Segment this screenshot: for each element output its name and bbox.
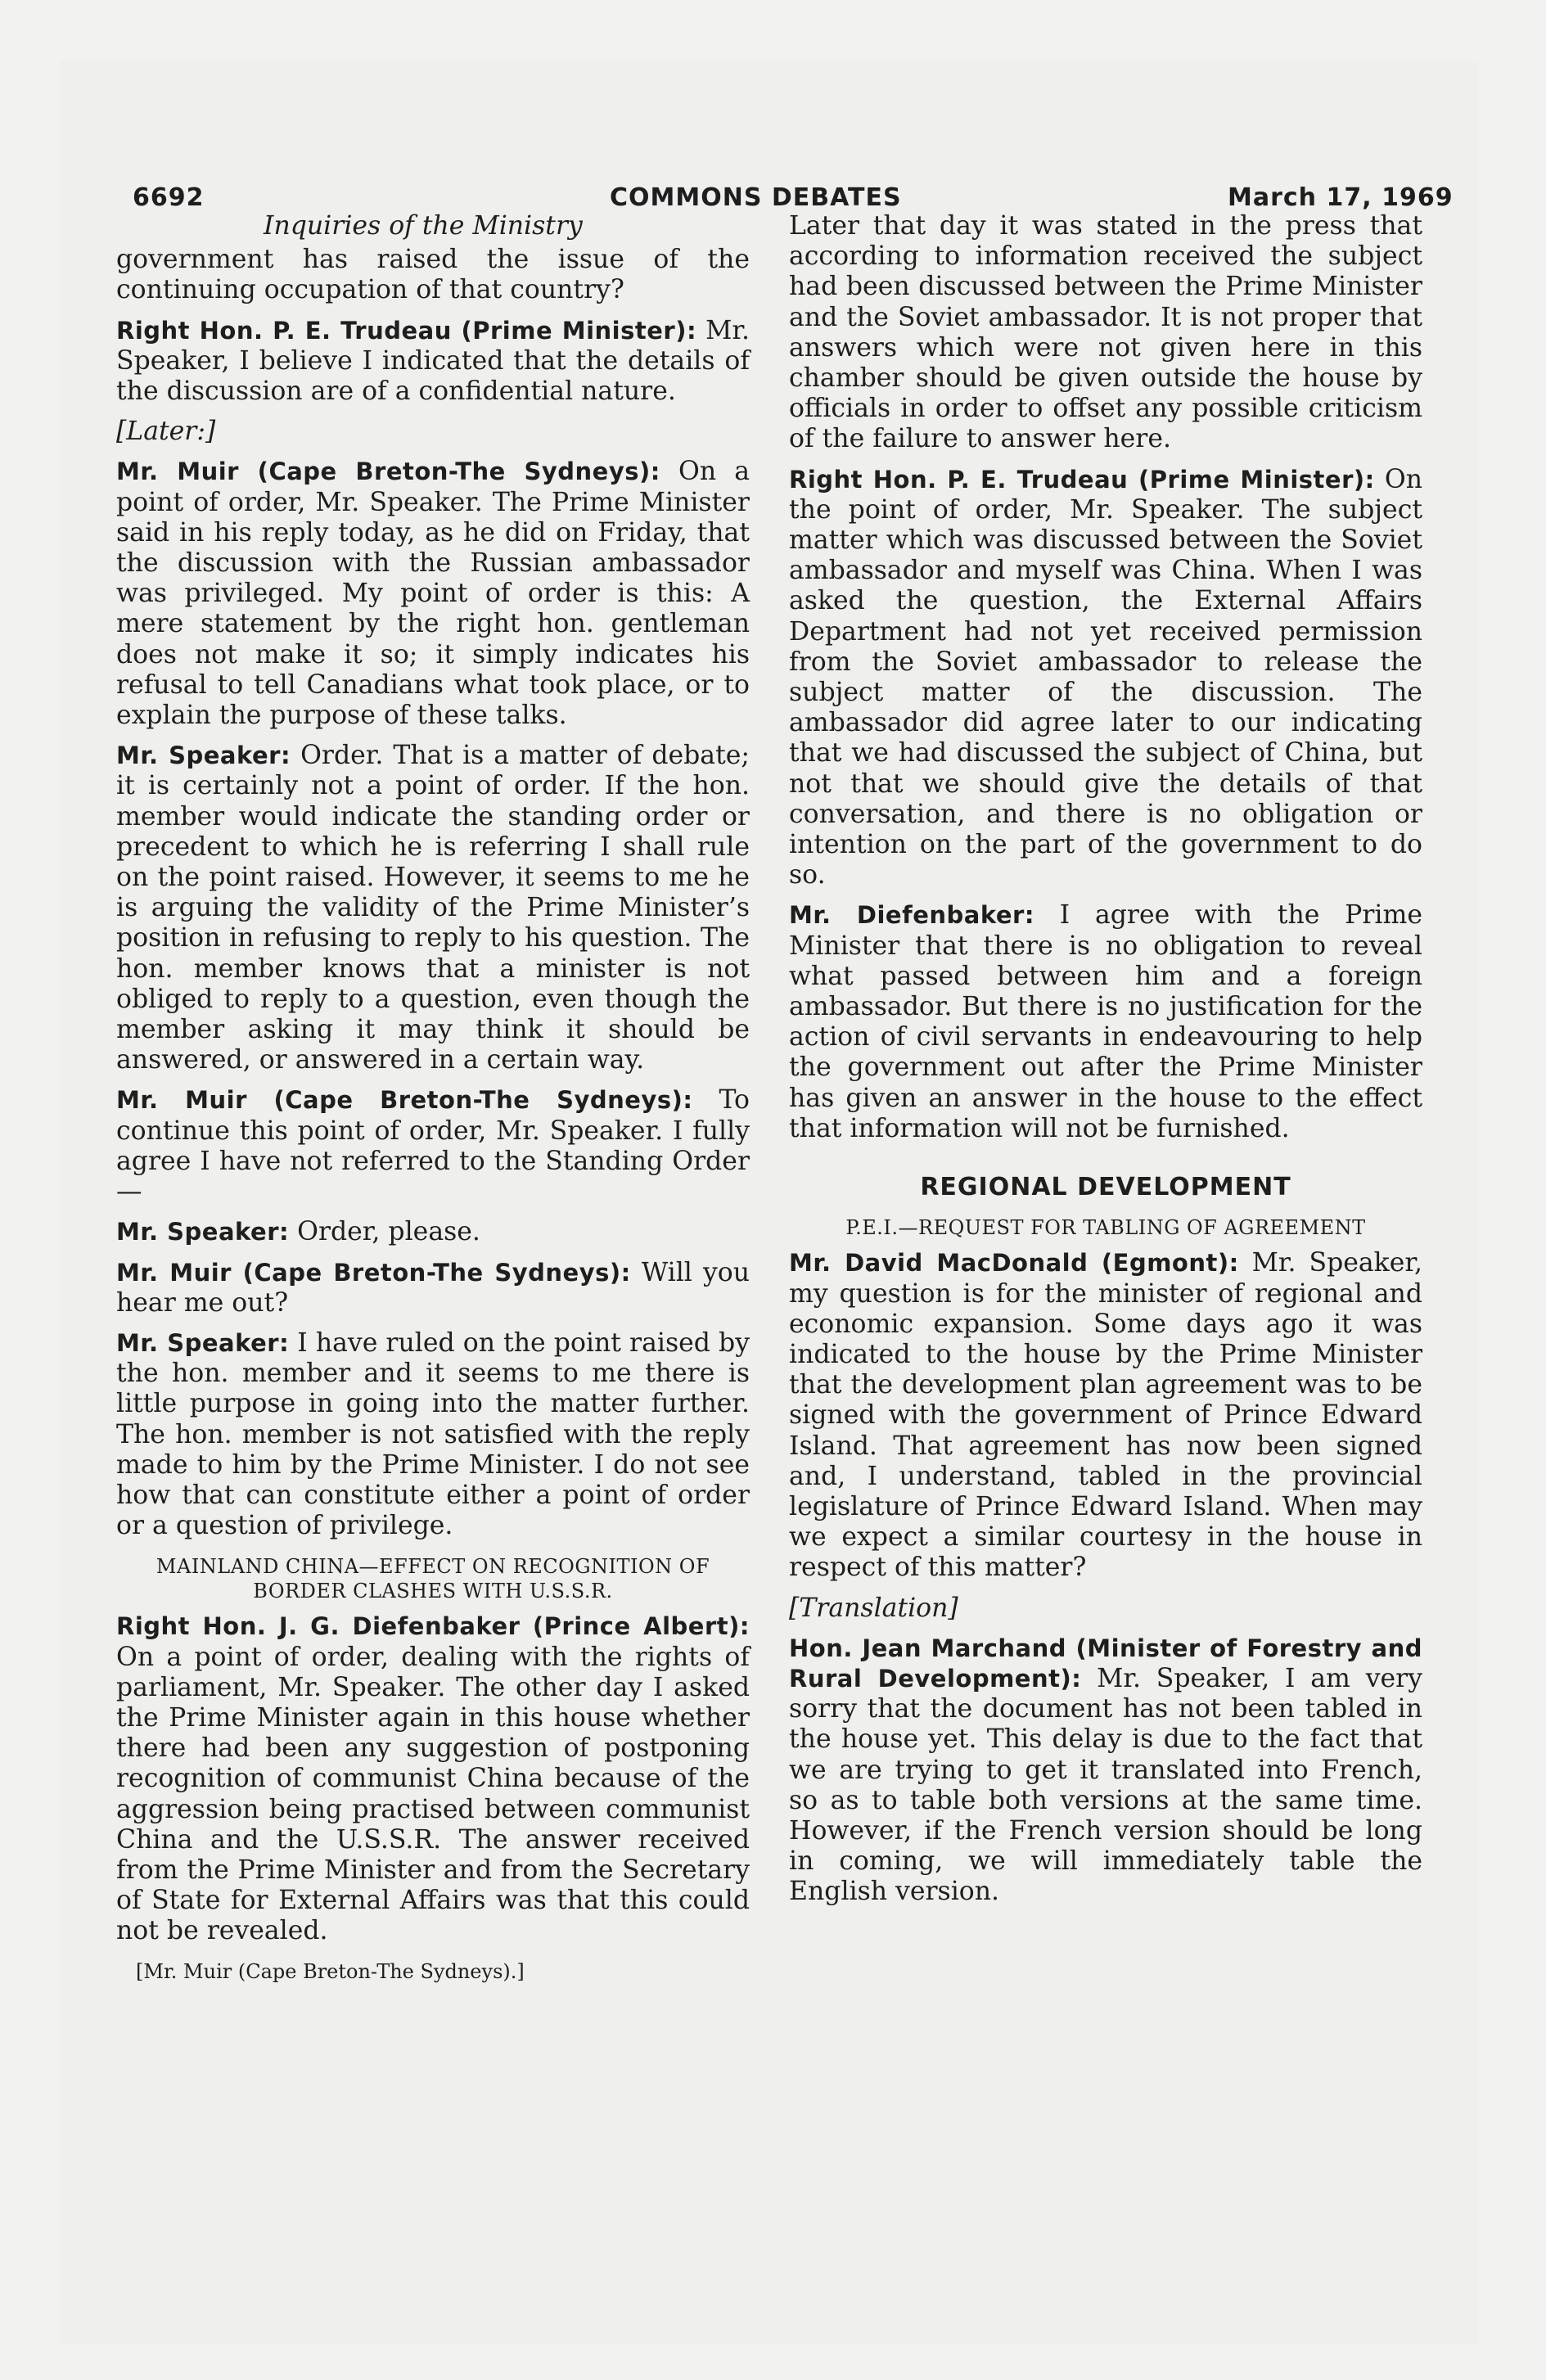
speaker-name: Mr. Speaker: [116,1218,290,1246]
speaker-name: Mr. Muir (Cape Breton-The Sydneys): [116,1086,693,1115]
paragraph [789,1634,1422,1908]
speaker-name: Right Hon. J. G. Diefenbaker (Prince Albert): [116,1612,750,1641]
speaker-name: Hon. Jean Marchand (Minister of Forestry and Rural Development): [789,1634,1422,1693]
speaker-name: Right Hon. P. E. Trudeau (Prime Minister): [116,316,697,345]
paragraph [789,1248,1422,1583]
paragraph [116,1611,750,1946]
speaker-name: Mr. Muir (Cape Breton-The Sydneys): [116,458,660,486]
paragraph [789,465,1422,891]
paragraph-text: Order, please. [289,1217,480,1247]
section-heading: REGIONAL DEVELOPMENT [920,1173,1291,1202]
speaker-name: Mr. Speaker: [116,1328,290,1357]
translation-marker: [Translation] [789,1593,958,1623]
speaker-name: Mr. David MacDonald (Egmont): [789,1249,1239,1278]
speaker-name: Mr. Diefenbaker: [789,901,1034,930]
paragraph-text: Mr. Speaker, my question is for the minister of regional and economic expansion. Some days ago it was indicated to the house by the Prime Minister that the development plan agreement was to be signed with the government of Prince Edward Island. That agreement has now been signed and, I understand, tabled in the provincial legislature of Prince Edward Island. When may we expect a similar courtesy in the house in respect of this matter? [789,1248,1422,1583]
paragraph [116,457,750,731]
paragraph [116,1328,750,1541]
left-column [116,211,750,1997]
paragraph [116,1085,750,1207]
paragraph-text: Later that day it was stated in the press that according to information received the subject had been discussed between the Prime Minister and the Soviet ambassador. It is not proper that answers which were not given here in this chamber should be given outside the house by officials in order to offset any possible criticism of the failure to answer here. [789,211,1422,454]
speaker-name: Mr. Speaker: [116,741,291,770]
paragraph-text: government has raised the issue of the continuing occupation of that country? [116,245,750,305]
paragraph-text: Mr. Speaker, I believe I indicated that the details of the discussion are of a confidential nature. [116,315,750,407]
topic-heading: P.E.I.—REQUEST FOR TABLING OF AGREEMENT [845,1216,1366,1240]
running-subheader: Inquiries of the Ministry [264,211,583,241]
paragraph-text: I agree with the Prime Minister that there is no obligation to reveal what passed between him and a foreign ambassador. But there is no justification for the action of civil servants in endeavouring to help the government out after the Prime Minister has given an answer in the house to the effect that information will not be furnished. [789,900,1423,1143]
paragraph-text: On a point of order, Mr. Speaker. The Prime Minister said in his reply today, as he did on Friday, that the discussion with the Russian ambassador was privileged. My point of order is this: A mere statement by the right hon. gentleman does not make it so; it simply indicates his refusal to tell Canadians what took place, or to explain the purpose of these talks. [116,457,750,731]
paragraph [116,1258,750,1318]
paragraph [789,900,1422,1144]
page-title: COMMONS DEBATES [610,183,902,212]
page-date: March 17, 1969 [1228,183,1454,212]
footer-speaker-note: [Mr. Muir (Cape Breton-The Sydneys).] [136,1959,525,1983]
paragraph [116,316,750,408]
paragraph-text: To continue this point of order, Mr. Speaker. I fully agree I have not referred to the Standing Order— [116,1085,750,1207]
page-number: 6692 [133,183,205,212]
topic-heading: MAINLAND CHINA—EFFECT ON RECOGNITION OF BORDER CLASHES WITH U.S.S.R. [156,1555,710,1603]
paragraph [116,1217,750,1247]
later-marker: [Later:] [116,417,216,447]
paragraph-text: I have ruled on the point raised by the hon. member and it seems to me there is little purpose in going into the matter further. The hon. member is not satisfied with the reply made to him by the Prime Minister. I do not see how that can constitute either a point of order or a question of privilege. [116,1327,750,1541]
speaker-name: Right Hon. P. E. Trudeau (Prime Minister): [789,465,1375,494]
paragraph-text: On the point of order, Mr. Speaker. The subject matter which was discussed between the Soviet ambassador and myself was China. When I was asked the question, the External Affairs Department had not yet received permission from the Soviet ambassador to release the subject matter of the discussion. The ambassador did agree later to our indicating that we had discussed the subject of China, but not that we should give the details of that conversation, and there is no obligation or intention on the part of the government to do so. [789,464,1422,890]
paragraph [789,211,1422,455]
speaker-name: Mr. Muir (Cape Breton-The Sydneys): [116,1258,631,1287]
right-column [789,211,1422,1918]
paragraph-text: Mr. Speaker, I am very sorry that the document has not been tabled in the house yet. This delay is due to the fact that we are trying to get it translated into French, so as to table both versions at the same time. However, if the French version should be long in coming, we will immediately table the English version. [789,1663,1422,1907]
paragraph-text: Will you hear me out? [116,1257,750,1318]
paragraph-text: On a point of order, dealing with the rights of parliament, Mr. Speaker. The other day I asked the Prime Minister again in this house whether there had been any suggestion of postponing recognition of communist China because of the aggression being practised between communist China and the U.S.S.R. The answer received from the Prime Minister and from the Secretary of State for External Affairs was that this could not be revealed. [116,1642,750,1946]
paragraph-text: Order. That is a matter of debate; it is certainly not a point of order. If the hon. member would indicate the standing order or precedent to which he is referring I shall rule on the point raised. However, it seems to me he is arguing the validity of the Prime Minister’s position in refusing to reply to his question. The hon. member knows that a minister is not obliged to reply to a question, even though the member asking it may think it should be answered, or answered in a certain way. [116,741,750,1075]
paragraph [116,741,750,1075]
paragraph [116,245,750,305]
